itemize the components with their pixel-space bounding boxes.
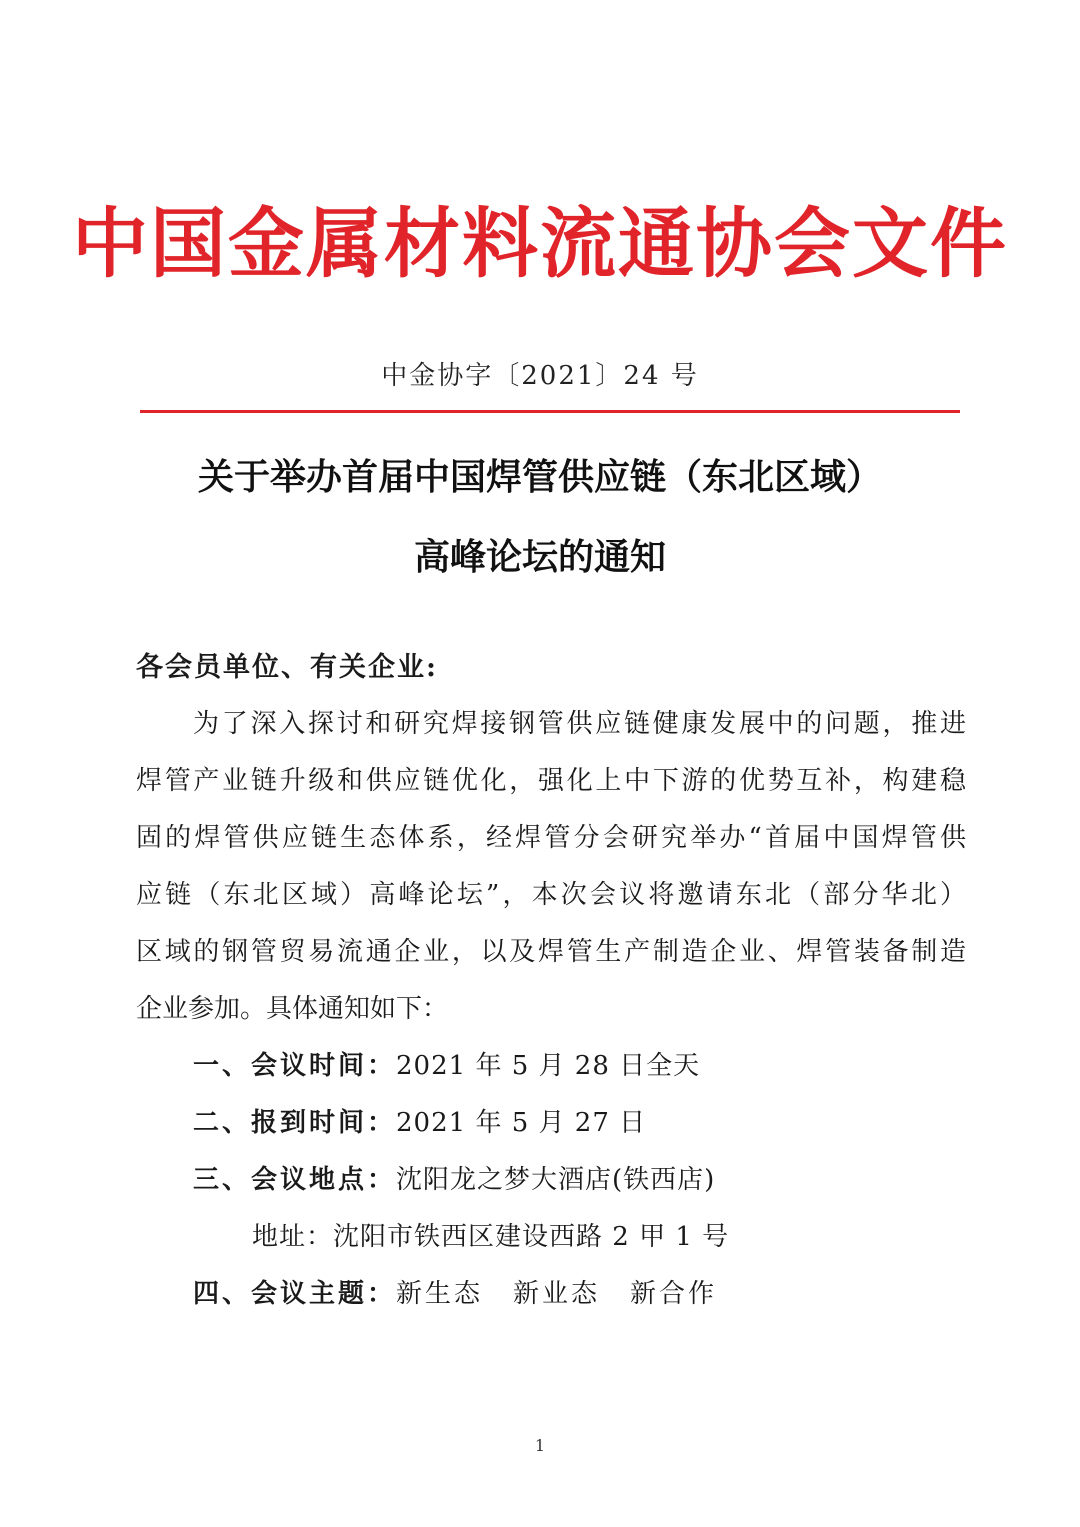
item-label: 四、会议主题：: [193, 1279, 397, 1309]
notice-title-line-1: 关于举办首届中国焊管供应链（东北区域）: [197, 457, 882, 498]
body-line: 焊管产业链升级和供应链优化，强化上中下游的优势互补，构建稳: [136, 766, 966, 796]
body-line: 应链（东北区域）高峰论坛”，本次会议将邀请东北（部分华北）: [136, 880, 966, 910]
item-meeting-time: [193, 1046, 700, 1086]
notice-title-line-2: 高峰论坛的通知: [413, 537, 666, 578]
item-value: 2021 年 5 月 27 日: [396, 1108, 647, 1138]
item-value: 2021 年 5 月 28 日全天: [396, 1051, 701, 1081]
item-label: 三、会议地点：: [193, 1165, 397, 1195]
body-line: 固的焊管供应链生态体系，经焊管分会研究举办“首届中国焊管供: [136, 823, 966, 853]
item-label: 一、会议时间：: [193, 1051, 397, 1081]
body-line: 区域的钢管贸易流通企业，以及焊管生产制造企业、焊管装备制造: [136, 937, 966, 967]
org-header-title: 中国金属材料流通协会文件: [72, 199, 1008, 288]
theme-word: 新生态: [396, 1279, 484, 1309]
theme-word: 新业态: [513, 1279, 601, 1309]
red-divider: [140, 410, 960, 413]
item-meeting-venue: [193, 1160, 715, 1200]
item-meeting-theme: [193, 1274, 747, 1314]
page-number: 1: [534, 1436, 546, 1455]
venue-address: 地址：沈阳市铁西区建设西路 2 甲 1 号: [252, 1222, 730, 1252]
item-checkin-time: [193, 1103, 646, 1143]
item-value: 沈阳龙之梦大酒店(铁西店): [396, 1165, 716, 1195]
salutation: 各会员单位、有关企业:: [136, 652, 438, 683]
document-number: 中金协字〔2021〕24 号: [381, 361, 699, 391]
theme-word: 新合作: [630, 1279, 718, 1309]
body-line: 为了深入探讨和研究焊接钢管供应链健康发展中的问题，推进: [193, 709, 966, 739]
item-label: 二、报到时间：: [193, 1108, 397, 1138]
body-line: 企业参加。具体通知如下：: [136, 994, 449, 1024]
